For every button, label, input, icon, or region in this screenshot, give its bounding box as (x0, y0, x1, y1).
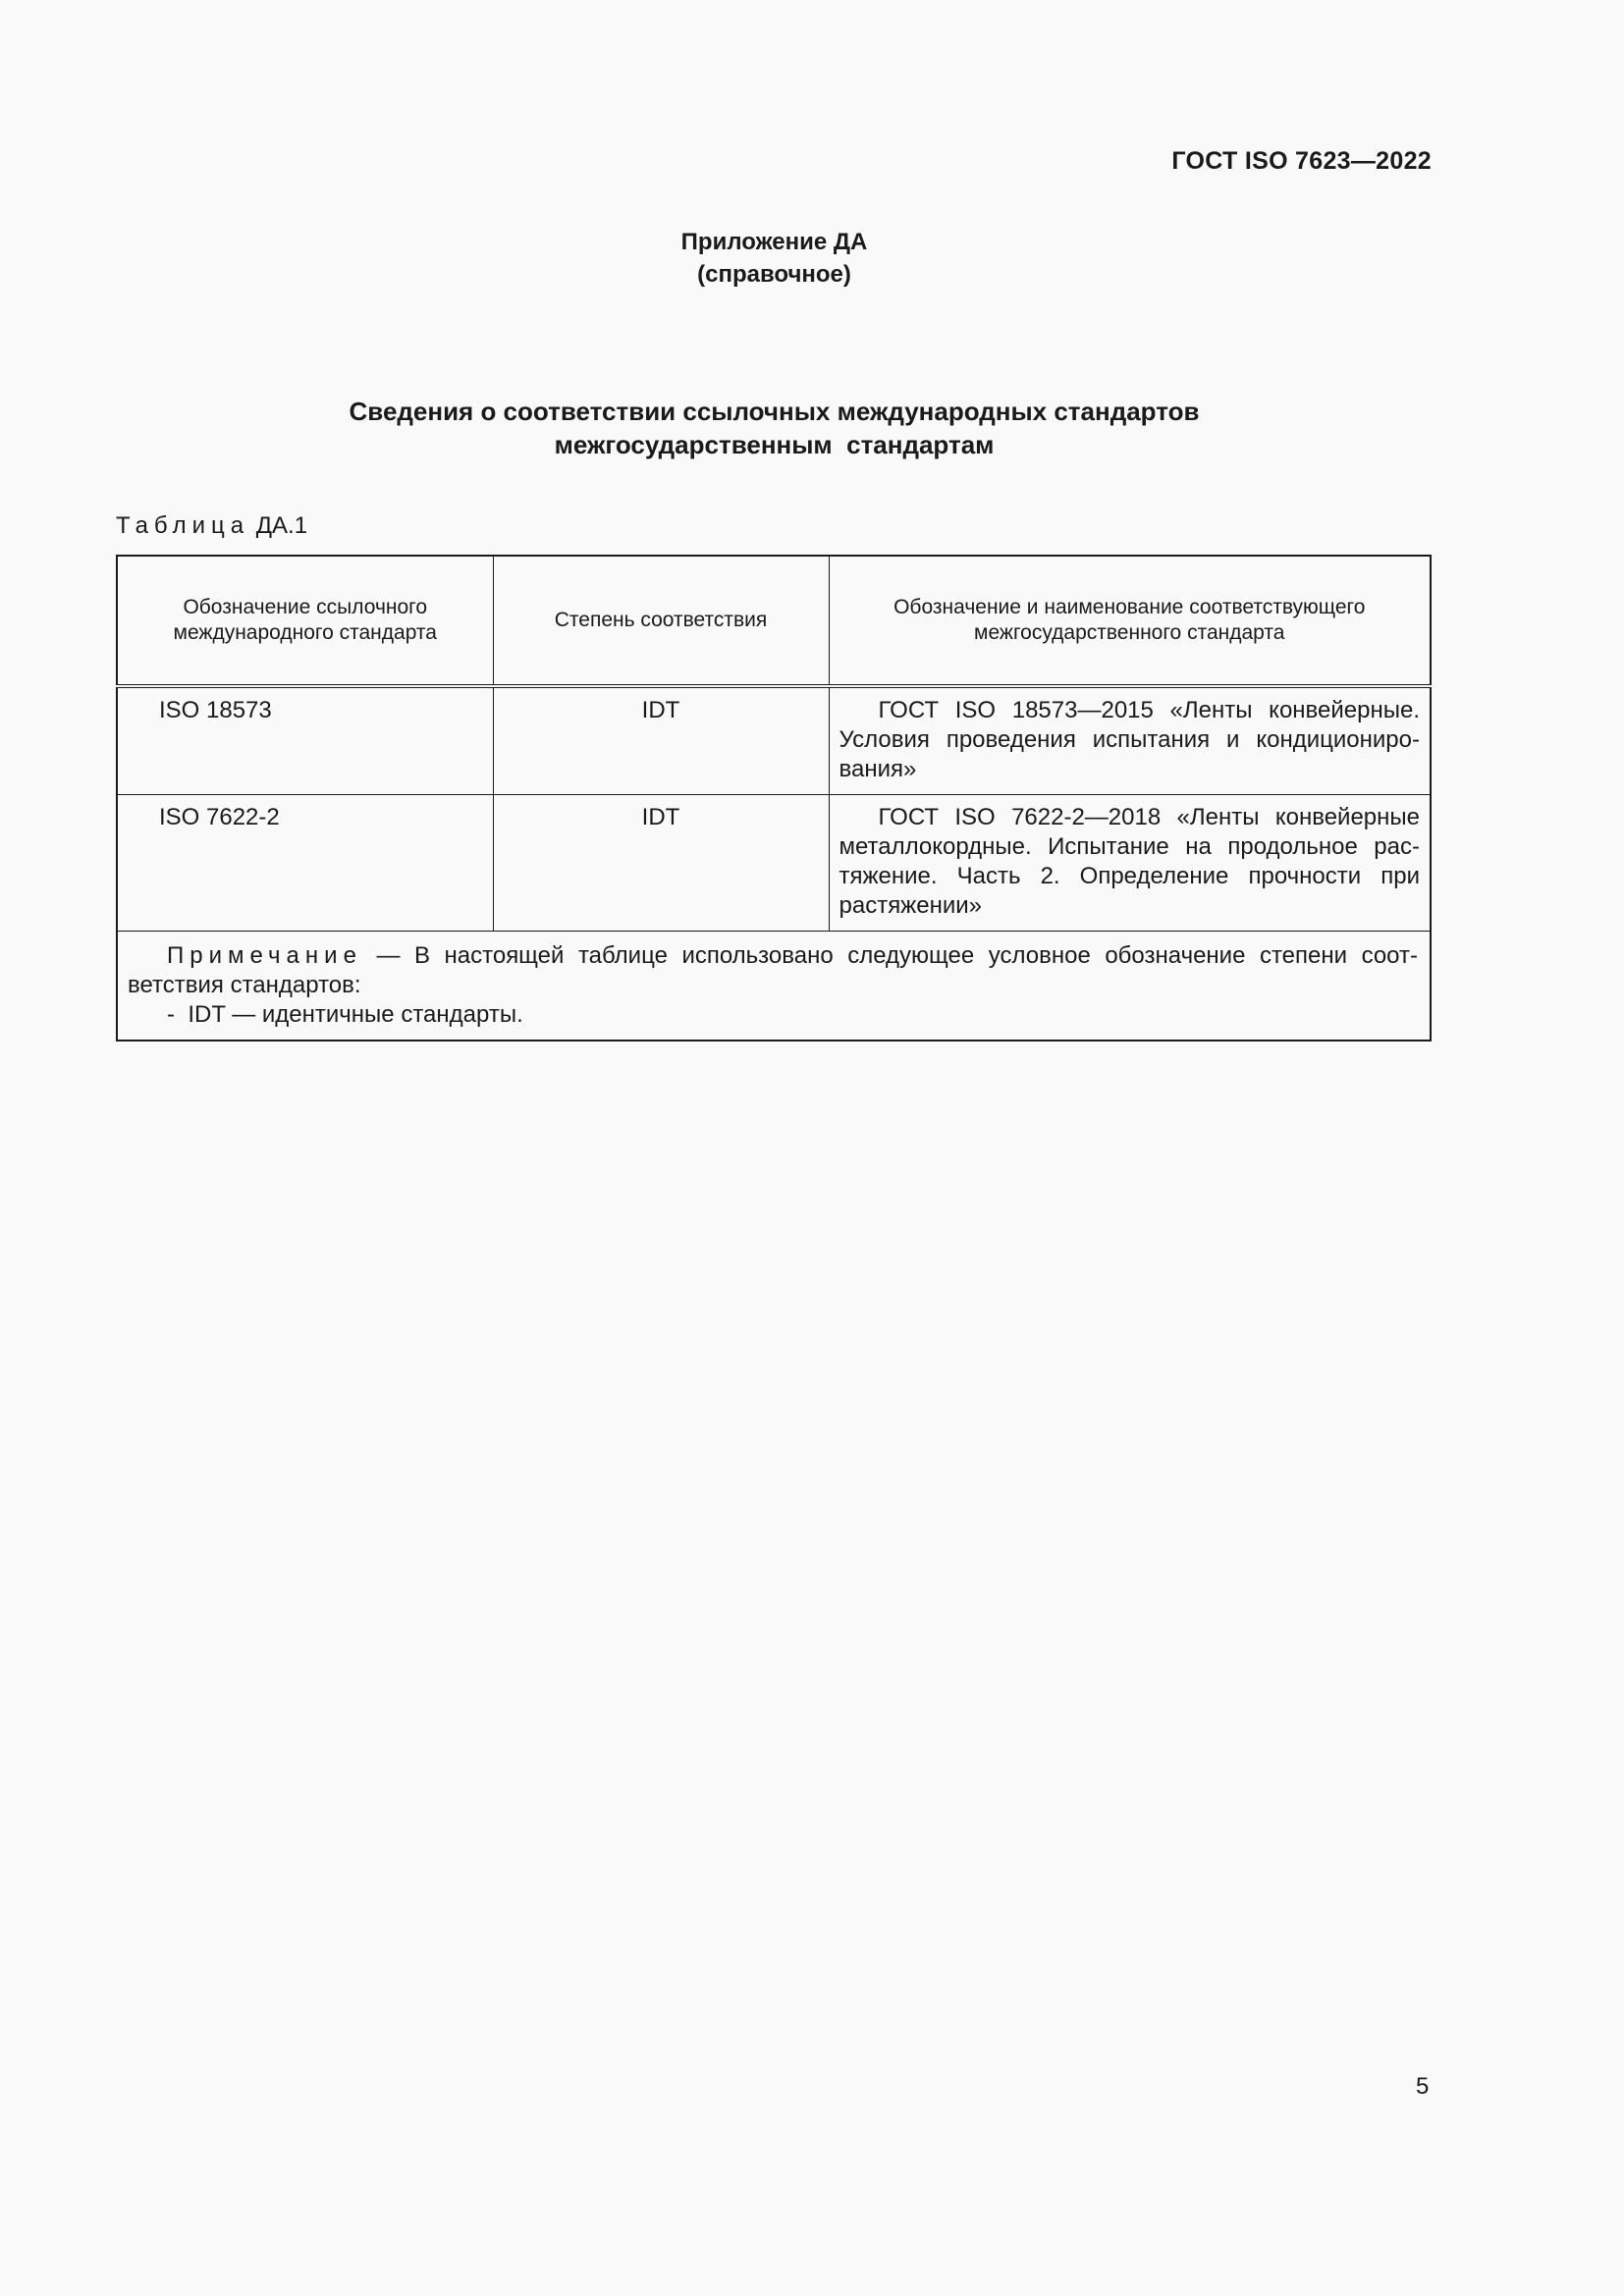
note-paragraph (128, 941, 1418, 1000)
section-title-line-2: межгосударственным стандартам (554, 430, 995, 459)
correspondence-table (116, 555, 1432, 1041)
note-item: - IDT — идентичные стандарты. (167, 1001, 523, 1028)
table-note-row (117, 932, 1431, 1041)
table-caption-number: ДА.1 (255, 512, 308, 539)
table-row (117, 686, 1431, 795)
appendix-heading (0, 226, 1548, 291)
document-code: ГОСТ ISO 7623—2022 (1171, 147, 1432, 175)
header-designation: Обозначение ссылочного международного стандарта (117, 556, 493, 686)
cell-designation: ISO 7622-2 (117, 795, 493, 932)
table-row (117, 795, 1431, 932)
section-title-line-1: Сведения о соответствии ссылочных международных стандартов (349, 397, 1200, 426)
table-caption (116, 512, 307, 540)
note-label: Примечание (167, 942, 362, 969)
table-header-row (117, 556, 1431, 686)
table-caption-label: Таблица (116, 512, 250, 539)
cell-gost: ГОСТ ISO 7622-2—2018 «Ленты конвейерные металлокордные. Испытание на продольное растяжение. Часть 2. Определение прочности при растяжении» (829, 795, 1431, 932)
cell-degree: IDT (493, 686, 829, 795)
page-number: 5 (1416, 2073, 1430, 2100)
appendix-title: Приложение ДА (680, 229, 868, 255)
section-title (0, 395, 1548, 461)
header-degree: Степень соответствия (493, 556, 829, 686)
cell-degree: IDT (493, 795, 829, 932)
appendix-subtitle: (справочное) (697, 261, 851, 288)
note-text: — В настоящей таблице использовано следующее условное обозначение степени соответствия стандартов: (128, 942, 1418, 998)
cell-designation: ISO 18573 (117, 686, 493, 795)
header-gost: Обозначение и наименование соответствующего межгосударственного стандарта (829, 556, 1431, 686)
cell-gost: ГОСТ ISO 18573—2015 «Ленты конвейерные. Условия проведения испытания и кондиционирования» (829, 686, 1431, 795)
table-note (117, 932, 1431, 1041)
